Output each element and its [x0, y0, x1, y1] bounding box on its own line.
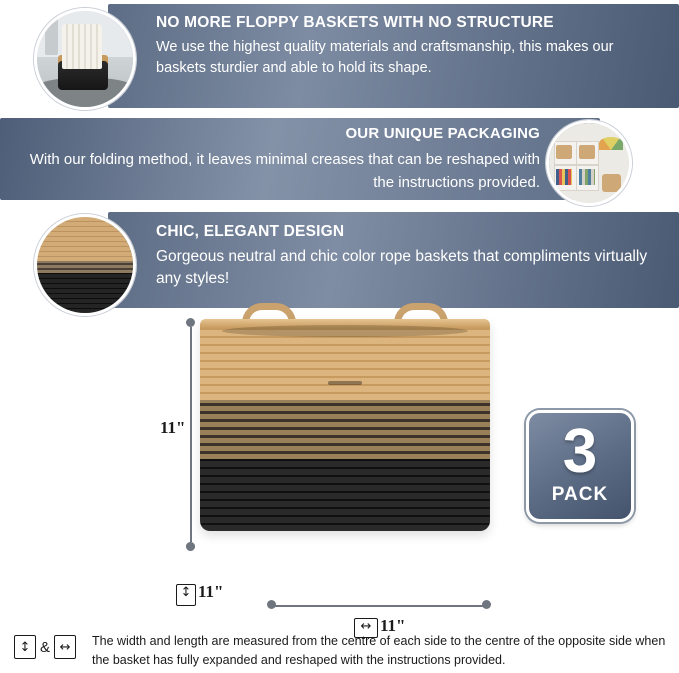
feature-band-3-bar	[108, 212, 679, 308]
feature-band-2-body: With our folding method, it leaves minimal creases that can be reshaped with the instructions provided.	[29, 151, 540, 191]
feature-band-1-title: NO MORE FLOPPY BASKETS WITH NO STRUCTURE	[156, 14, 554, 31]
ampersand-label: &	[40, 638, 51, 656]
width-arrow-icon: ↔	[54, 635, 76, 659]
feature-band-2-bar	[0, 118, 600, 200]
dim-label-depth: 11"	[198, 582, 224, 601]
feature-thumbnail-1	[34, 8, 136, 110]
dim-label-width: 11"	[380, 616, 406, 635]
feature-band-2-title: OUR UNIQUE PACKAGING	[345, 125, 540, 142]
toy-basket-shape	[602, 174, 621, 192]
books-shape	[579, 169, 595, 185]
rope-natural-texture	[37, 217, 133, 261]
thumbnail-2-scene	[549, 123, 629, 203]
basket-body	[200, 319, 490, 531]
pack-count-number: 3	[562, 417, 598, 486]
height-arrow-icon: ↕	[14, 635, 36, 659]
waffle-blanket-shape	[62, 24, 102, 68]
measurement-note	[14, 632, 669, 672]
shelf-basket	[579, 145, 595, 159]
rope-bottom-section	[200, 459, 490, 531]
rope-blend-texture	[37, 261, 133, 273]
dim-dot-width-left	[186, 542, 195, 551]
lamp-shape	[45, 17, 58, 55]
measurement-note-text: The width and length are measured from the centre of each side to the centre of the opposite side when the basket has fully expanded and reshaped with the instructions provided.	[92, 634, 666, 667]
feature-band-1-body: We use the highest quality materials and craftsmanship, this makes our baskets sturdier and able to hold its shape.	[156, 39, 614, 76]
rope-black-texture	[37, 273, 133, 313]
dim-line-height	[190, 327, 192, 542]
product-image	[200, 315, 490, 555]
thumbnail-1-scene	[37, 11, 133, 107]
feature-band-3-body: Gorgeous neutral and chic color rope baskets that compliments virtually any styles!	[156, 248, 648, 287]
dim-label-height: 11"	[160, 418, 186, 437]
shelf-basket	[556, 145, 572, 159]
feature-thumbnail-3	[34, 214, 136, 316]
dim-dot-height-top	[186, 318, 195, 327]
pack-count-badge	[526, 410, 634, 522]
dim-line-width	[272, 605, 484, 607]
books-shape	[556, 169, 572, 185]
depth-arrow-icon: ↕	[176, 584, 196, 606]
width-arrow-icon: ↔	[354, 618, 378, 638]
rainbow-toy-shape	[599, 137, 623, 150]
measurement-icons	[14, 634, 86, 660]
basket-handle-slot	[328, 381, 362, 385]
feature-thumbnail-2	[546, 120, 632, 206]
rope-middle-section	[200, 400, 490, 459]
pack-count-label: PACK	[551, 484, 609, 505]
basket-inner-shadow	[222, 325, 468, 337]
feature-band-1-bar	[108, 4, 679, 108]
feature-band-3-title: CHIC, ELEGANT DESIGN	[156, 223, 345, 240]
